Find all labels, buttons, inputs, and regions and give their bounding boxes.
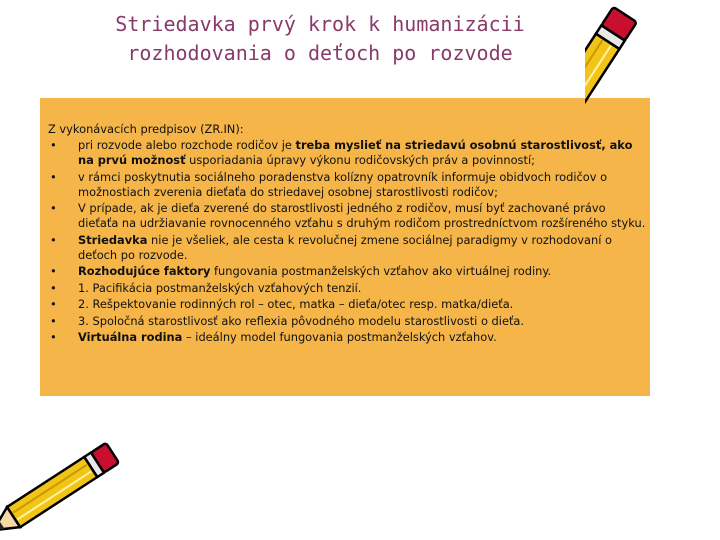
item-text: pri rozvode alebo rozchode rodičov je xyxy=(78,138,296,152)
item-text: fungovania postmanželských vzťahov ako virtuálnej rodiny. xyxy=(210,264,552,278)
content-box xyxy=(40,98,650,396)
title-line-1: Striedavka prvý krok k humanizácii xyxy=(115,12,525,36)
item-text: 2. Rešpektovanie rodinných rol – otec, matka – dieťa/otec resp. matka/dieťa. xyxy=(78,297,514,311)
item-text: nie je všeliek, ale cesta k revolučnej zmene sociálnej paradigmy v rozhodovaní o deťoch po rozvode. xyxy=(78,232,612,262)
content-heading: Z vykonávacích predpisov (ZR.IN): xyxy=(48,122,244,136)
item-text: v rámci poskytnutia sociálneho poradenstva kolízny opatrovník informuje obidvoch rodičov o možnostiach zverenia dieťaťa do striedavej osobnej starostlivosti rodičov; xyxy=(78,169,608,199)
item-text: 3. Spoločná starostlivosť ako reflexia pôvodného modelu starostlivosti o dieťa. xyxy=(78,313,525,328)
item-text: V prípade, ak je dieťa zverené do starostlivosti jedného z rodičov, musí byť zachované právo dieťaťa na udržiavanie rovnocenného vzťahu s druhým rodičom prostredníctvom rozšíreného styku. xyxy=(78,201,646,230)
bullet-item xyxy=(48,138,648,168)
bullet-item xyxy=(48,314,648,329)
pencil-icon xyxy=(585,0,720,190)
bold-text: treba myslieť na striedavú osobnú starostlivosť, ako na prvú možnosť xyxy=(78,138,633,167)
bullet-item xyxy=(48,330,648,345)
title-line-2: rozhodovania o deťoch po rozvode xyxy=(127,41,513,65)
content-text xyxy=(48,122,648,347)
bullet-item xyxy=(48,297,648,312)
bullet-item xyxy=(48,201,648,231)
bullet-item xyxy=(48,264,648,279)
bullet-list xyxy=(48,138,648,345)
bullet-item xyxy=(48,233,648,263)
bullet-item xyxy=(48,281,648,296)
bold-text: Virtuálna rodina xyxy=(78,330,183,344)
bold-text: Striedavka xyxy=(78,232,148,247)
slide-title xyxy=(80,10,560,68)
item-text: – ideálny model fungovania postmanželských vzťahov. xyxy=(182,330,497,344)
item-text: 1. Pacifikácia postmanželských vzťahových tenzií. xyxy=(78,280,362,295)
bold-text: Rozhodujúce faktory xyxy=(78,264,211,278)
bullet-item xyxy=(48,170,648,200)
pencil-icon xyxy=(0,440,125,540)
item-text: usporiadania úpravy výkonu rodičovských práv a povinností; xyxy=(185,153,535,167)
